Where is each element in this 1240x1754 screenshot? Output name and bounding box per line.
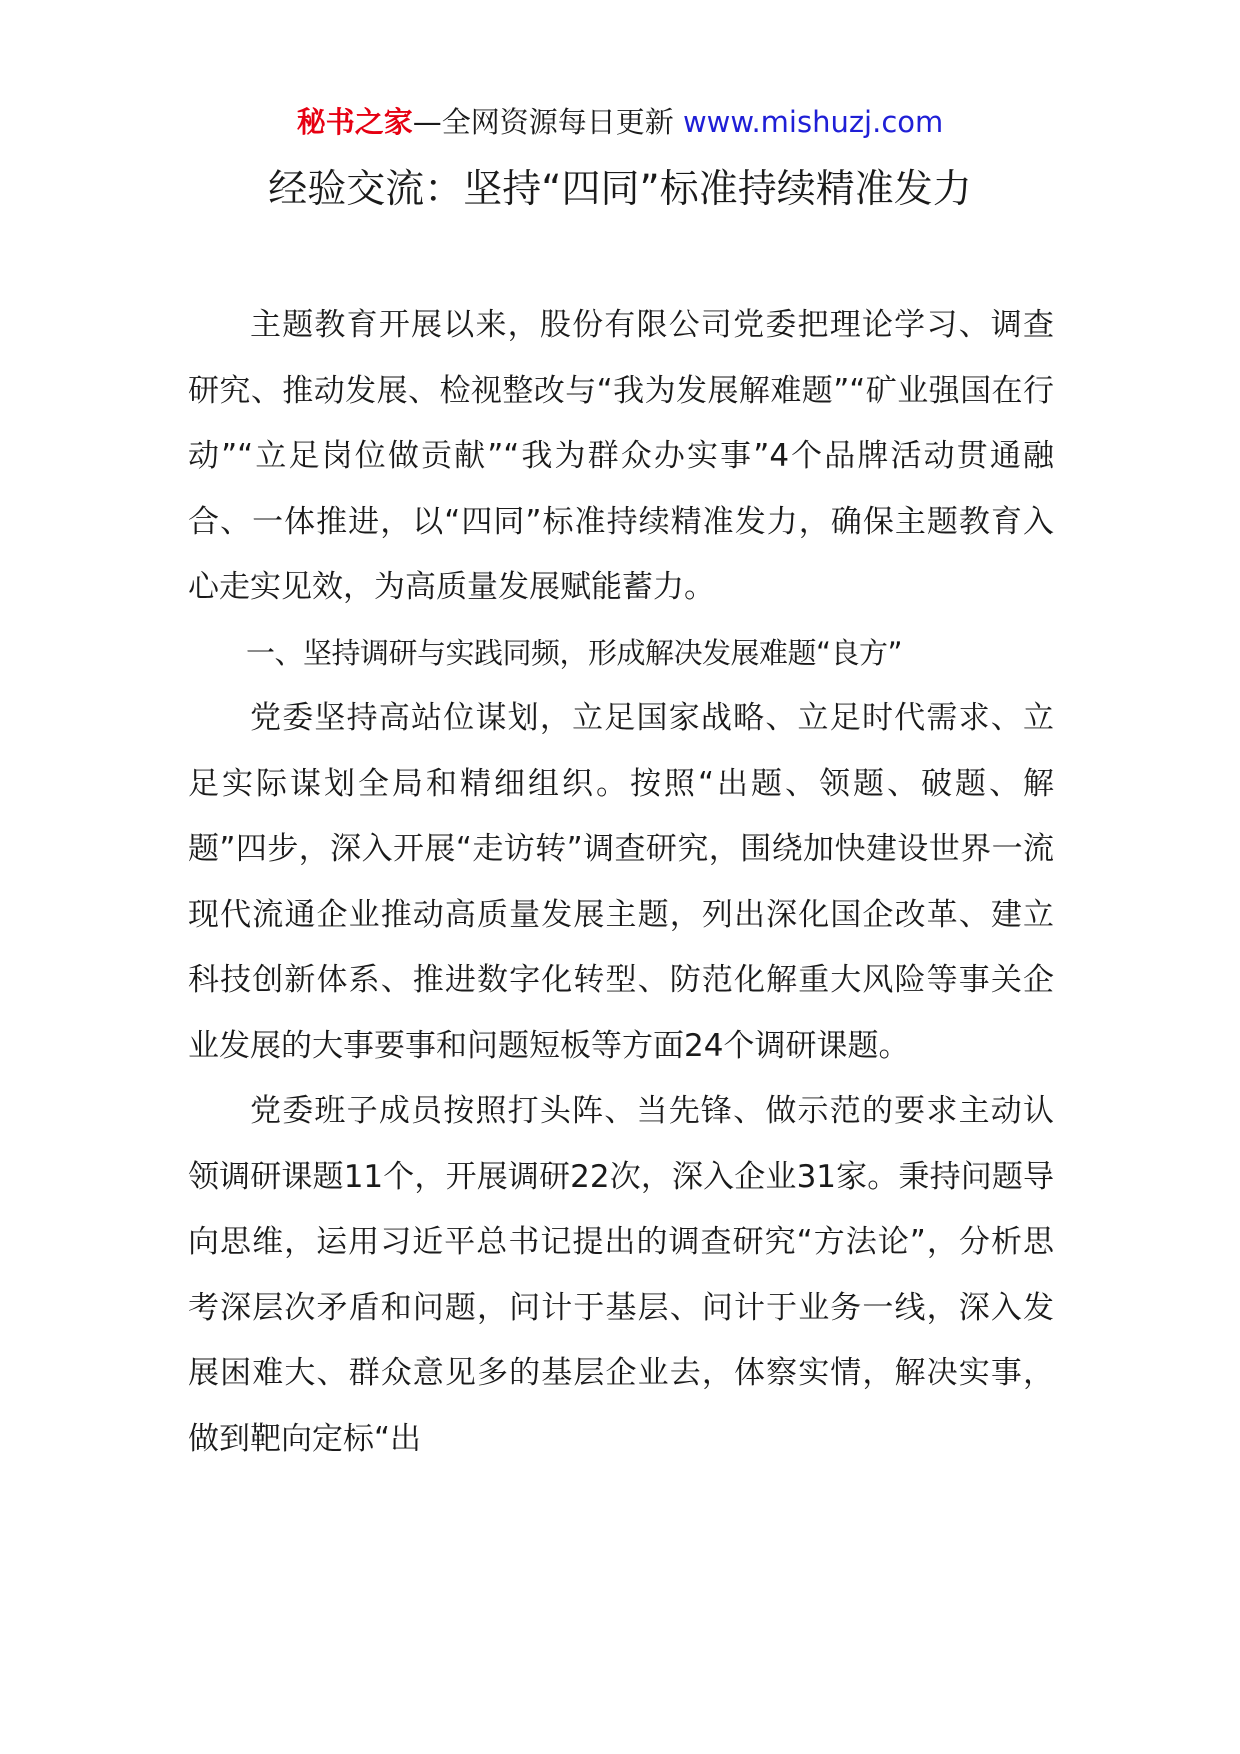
paragraph-intro: 主题教育开展以来，股份有限公司党委把理论学习、调查研究、推动发展、检视整改与“我为发展解难题”“矿业强国在行动”“立足岗位做贡献”“我为群众办实事”4个品牌活动贯通融合、一体推进，以“四同”标准持续精准发力，确保主题教育入心走实见效，为高质量发展赋能蓄力。 (188, 307, 1054, 605)
paragraph-section1-leadership: 党委班子成员按照打头阵、当先锋、做示范的要求主动认领调研课题11个，开展调研22次，深入企业31家。秉持问题导向思维，运用习近平总书记提出的调查研究“方法论”，分析思考深层次矛盾和问题，问计于基层、问计于业务一线，深入发展困难大、群众意见多的基层企业去，体察实情，解决实事，做到靶向定标“出 (188, 1093, 1054, 1457)
document-title: 经验交流：坚持“四同”标准持续精准发力 (268, 167, 972, 212)
site-banner (0, 100, 1240, 144)
document-body (188, 293, 1054, 1472)
paragraph-section1-planning: 党委坚持高站位谋划，立足国家战略、立足时代需求、立足实际谋划全局和精细组织。按照“出题、领题、破题、解题”四步，深入开展“走访转”调查研究，围绕加快建设世界一流现代流通企业推动高质量发展主题，列出深化国企改革、建立科技创新体系、推进数字化转型、防范化解重大风险等事关企业发展的大事要事和问题短板等方面24个调研课题。 (188, 700, 1054, 1064)
site-url-link[interactable]: www.mishuzj.com (682, 105, 944, 139)
section-heading-1: 一、坚持调研与实践同频，形成解决发展难题“良方” (246, 635, 903, 670)
site-slogan: —全网资源每日更新 (412, 105, 683, 139)
site-brand: 秘书之家 (296, 105, 413, 139)
